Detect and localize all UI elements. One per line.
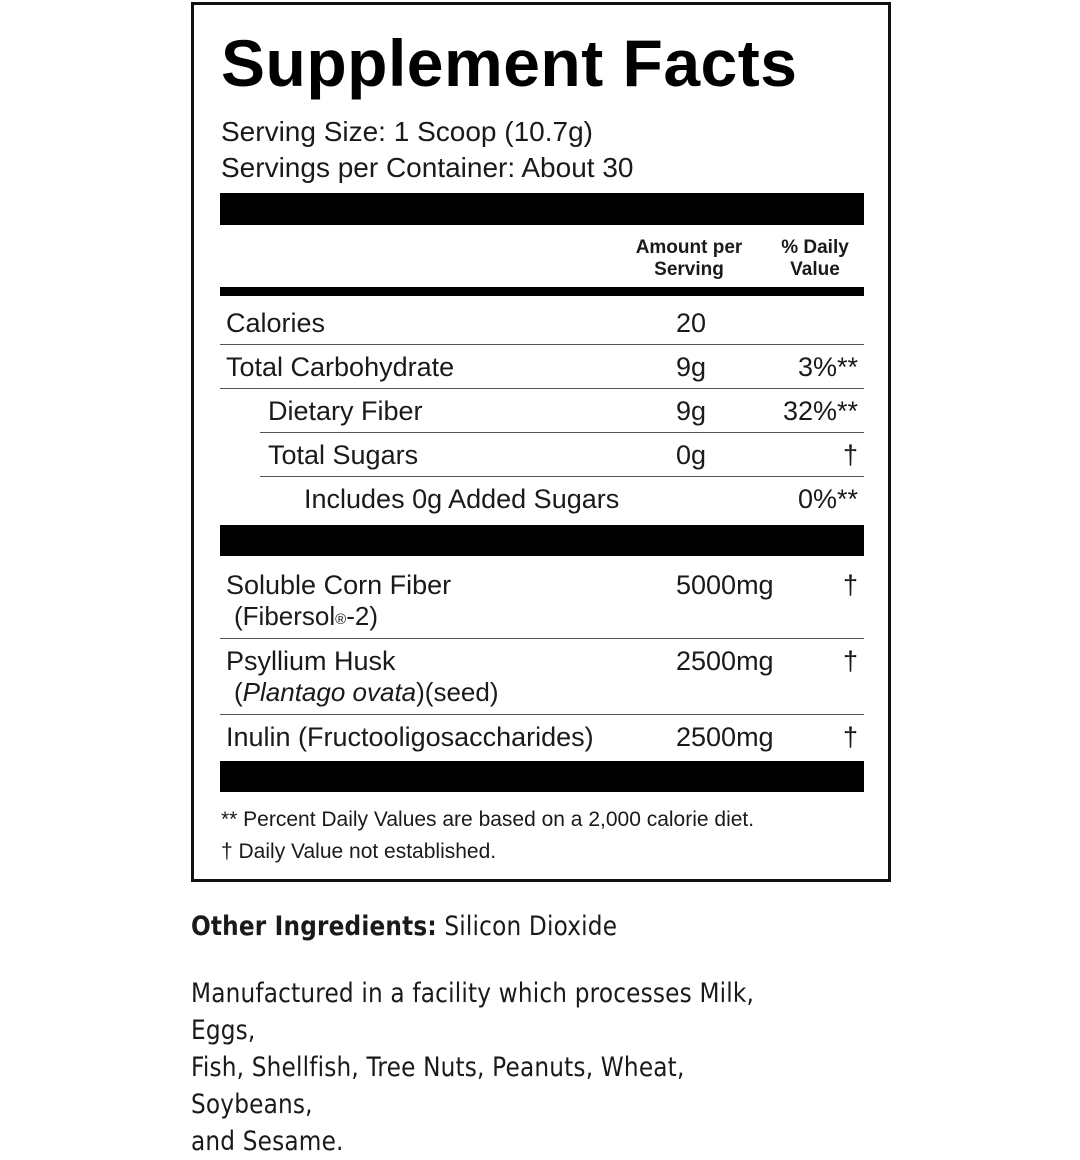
ingredient-row-psyllium-husk (220, 639, 864, 715)
other-ingredients-label: Other Ingredients: (191, 911, 437, 942)
nutrient-row-dietary-fiber (220, 389, 864, 433)
nutrient-row-total-sugars (220, 433, 864, 477)
ingredient-name: Inulin (Fructooligosaccharides) (226, 722, 594, 752)
ingredient-amount: 2500mg (676, 646, 774, 676)
supplement-facts-panel (191, 2, 891, 882)
divider-thick (220, 193, 864, 225)
serving-size: Serving Size: 1 Scoop (10.7g) (221, 116, 593, 147)
panel-title: Supplement Facts (221, 26, 798, 100)
column-header-amount: Amount per Serving (635, 237, 743, 280)
footnote-not-established: † Daily Value not established. (221, 840, 497, 863)
ingredient-amount: 5000mg (676, 570, 774, 600)
allergen-statement: Manufactured in a facility which processes Milk, Eggs, Fish, Shellfish, Tree Nuts, Peanuts, Wheat, Soybeans, and Sesame. (191, 978, 755, 1157)
nutrient-name: Calories (226, 308, 326, 338)
ingredient-subtitle: (Fibersol®-2) (234, 601, 378, 631)
ingredient-dv: † (842, 646, 858, 676)
other-ingredients (191, 911, 810, 942)
ingredient-row-soluble-corn-fiber (220, 563, 864, 639)
nutrient-dv: 3%** (797, 352, 858, 382)
nutrient-name: Includes 0g Added Sugars (304, 484, 620, 514)
other-ingredients-value: Silicon Dioxide (444, 911, 618, 942)
nutrient-amount: 20 (676, 308, 707, 338)
ingredient-name: Soluble Corn Fiber (226, 570, 452, 600)
nutrient-name: Dietary Fiber (268, 396, 423, 426)
nutrient-amount: 9g (676, 396, 707, 426)
servings-per-container: Servings per Container: About 30 (221, 152, 634, 183)
ingredient-subtitle: (Plantago ovata)(seed) (234, 677, 499, 707)
divider-thick (220, 525, 864, 556)
divider-medium (220, 287, 864, 296)
nutrient-dv: † (842, 440, 858, 470)
nutrient-name: Total Sugars (268, 440, 419, 470)
ingredient-dv: † (842, 570, 858, 600)
nutrient-dv: 32%** (782, 396, 858, 426)
ingredient-name: Psyllium Husk (226, 646, 396, 676)
column-header-daily-value: % Daily Value (781, 237, 849, 280)
ingredient-row-inulin (220, 715, 864, 761)
nutrient-name: Total Carbohydrate (226, 352, 455, 382)
nutrient-row-added-sugars (220, 477, 864, 521)
nutrient-amount: 0g (676, 440, 707, 470)
nutrient-row-calories (220, 301, 864, 345)
ingredient-dv: † (842, 722, 858, 752)
registered-mark: ® (335, 611, 347, 628)
footnote-daily-values: ** Percent Daily Values are based on a 2,000 calorie diet. (221, 808, 755, 831)
nutrient-row-total-carbohydrate (220, 345, 864, 389)
nutrient-amount: 9g (676, 352, 707, 382)
nutrient-dv: 0%** (797, 484, 858, 514)
divider-thick (220, 761, 864, 792)
ingredient-amount: 2500mg (676, 722, 774, 752)
